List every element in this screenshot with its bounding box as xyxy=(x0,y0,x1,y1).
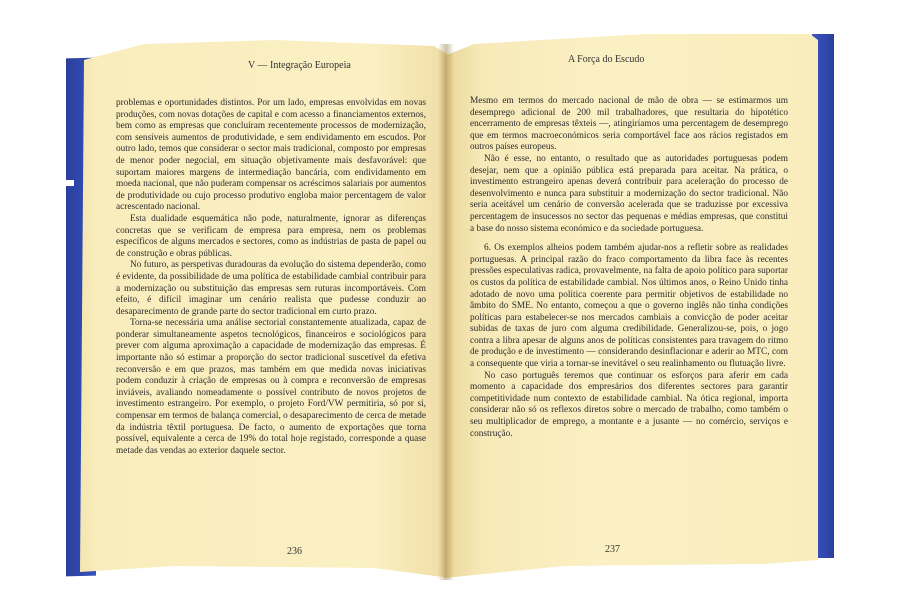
right-page-number: 237 xyxy=(605,544,620,555)
left-page-number: 236 xyxy=(287,546,302,557)
right-paragraph-3: 6. Os exemplos alheios podem também ajudar-nos a refletir sobre as realidades portuguesas. A principal razão do fraco comportamento da libra face às recentes pressões especulativas radica, provavelmente, na falta de apoio político para suportar os custos da política de estabilidade cambial. Nos últimos anos, o Reino Unido tinha adotado de novo uma política coerente para permitir objetivos de estabilidade no âmbito do SME. No entanto, começou a que o governo inglês não tinha condições políticas para estabelecer-se nos mercados cambiais a convicção de poder aceitar subidas de taxas de juro com alguma credibilidade. Generalizou-se, pois, o jogo contra a libra apesar de alguns anos de políticas consistentes para travagem do ritmo de produção e de investimento — considerando desinflacionar e aderir ao MTC, com a consequente que viria a tornar-se inevitável o seu realinhamento ou flutuação livre. xyxy=(470,243,788,370)
left-paragraph-2: Esta dualidade esquemática não pode, naturalmente, ignorar as diferenças concretas que se verificam de empresa para empresa, nem os problemas específicos de alguns mercados e sectores, como as indústrias de pasta de papel ou de construção e obras públicas. xyxy=(116,213,426,259)
left-paragraph-4: Torna-se necessária uma análise sectorial constantemente atualizada, capaz de ponderar simultaneamente aspetos tecnológicos, financeiros e sociológicos para prever com alguma aproximação a capacidade de modernização das empresas. É importante não só estimar a proporção do sector tradicional suscetível da efetiva reconversão e em que prazos, mas também em que medida novas iniciativas podem conduzir à criação de empresas ou à compra e reconversão de empresas inviáveis, avaliando nomeadamente o possível contributo de novos projetos de investimento estrangeiro. Por exemplo, o projeto Ford/VW permitiria, só por si, compensar em termos de balança comercial, o desaparecimento de cerca de metade da indústria têxtil portuguesa. De facto, o aumento de exportações que torna possível, equivalente a cerca de 19% do total hoje registado, corresponde a quase metade das vendas ao exterior daquele sector. xyxy=(116,318,426,456)
left-paragraph-1: problemas e oportunidades distintos. Por um lado, empresas envolvidas em novas produções, com novas dotações de capital e com acesso a financiamentos externos, bem como as empresas que concluíram recentemente processos de modernização, com sensíveis aumentos de produtividade, e sem endividamento em escudos. Por outro lado, temos que considerar o sector mais tradicional, composto por empresas de menor poder negocial, em situação objetivamente mais desfavorável: que suportam maiores margens de intermediação bancária, com endividamento em moeda nacional, que não puderam compensar os acréscimos salariais por aumentos de produtividade ou cujo processo produtivo engloba maior percentagem de valor acrescentado nacional. xyxy=(116,98,426,213)
cover-label-strip xyxy=(66,180,74,186)
right-paragraph-4: No caso português teremos que continuar os esforços para aferir em cada momento a capacidade dos empresários dos diferentes sectores para garantir competitividade num contexto de estabilidade cambial. Na ótica regional, importa considerar não só os reflexos diretos sobre o mercado de trabalho, como também o seu multiplicador de emprego, a montante e a jusante — no comércio, serviços e construção. xyxy=(470,370,788,439)
left-page-text xyxy=(116,98,426,457)
left-running-header: V — Integração Europeia xyxy=(248,60,351,71)
book-gutter xyxy=(438,44,454,580)
right-running-header: A Força do Escudo xyxy=(568,54,645,65)
right-paragraph-2: Não é esse, no entanto, o resultado que as autoridades portuguesas podem desejar, nem que a opinião pública está preparada para aceitar. Na prática, o investimento estrangeiro apenas deverá contribuir para aceleração do processo de desenvolvimento e nunca para substituir a modernização do sector tradicional. Não seria aceitável um cenário de conversão acelerada que se traduzisse por excessiva percentagem de insucessos no sector das pequenas e médias empresas, que constitui a base do nosso sistema económico e da sociedade portuguesa. xyxy=(470,153,788,234)
right-paragraph-1: Mesmo em termos do mercado nacional de mão de obra — se estimarmos um desemprego adicional de 200 mil trabalhadores, que resultaria do hipotético encerramento de empresas têxteis —, atingiríamos uma percentagem de desemprego que em termos macroeconómicos seria comportável face aos rácios registados em outros países europeus. xyxy=(470,96,788,153)
right-page-text xyxy=(470,96,788,440)
left-paragraph-3: No futuro, as perspetivas duradouras da evolução do sistema dependerão, como é evidente, da possibilidade de uma política de estabilidade cambial contribuir para a modernização ou substituição das empresas sem ruturas incomportáveis. Com efeito, é difícil imaginar um cenário realista que pudesse conduzir ao desaparecimento de grande parte do sector tradicional em curto prazo. xyxy=(116,260,426,317)
